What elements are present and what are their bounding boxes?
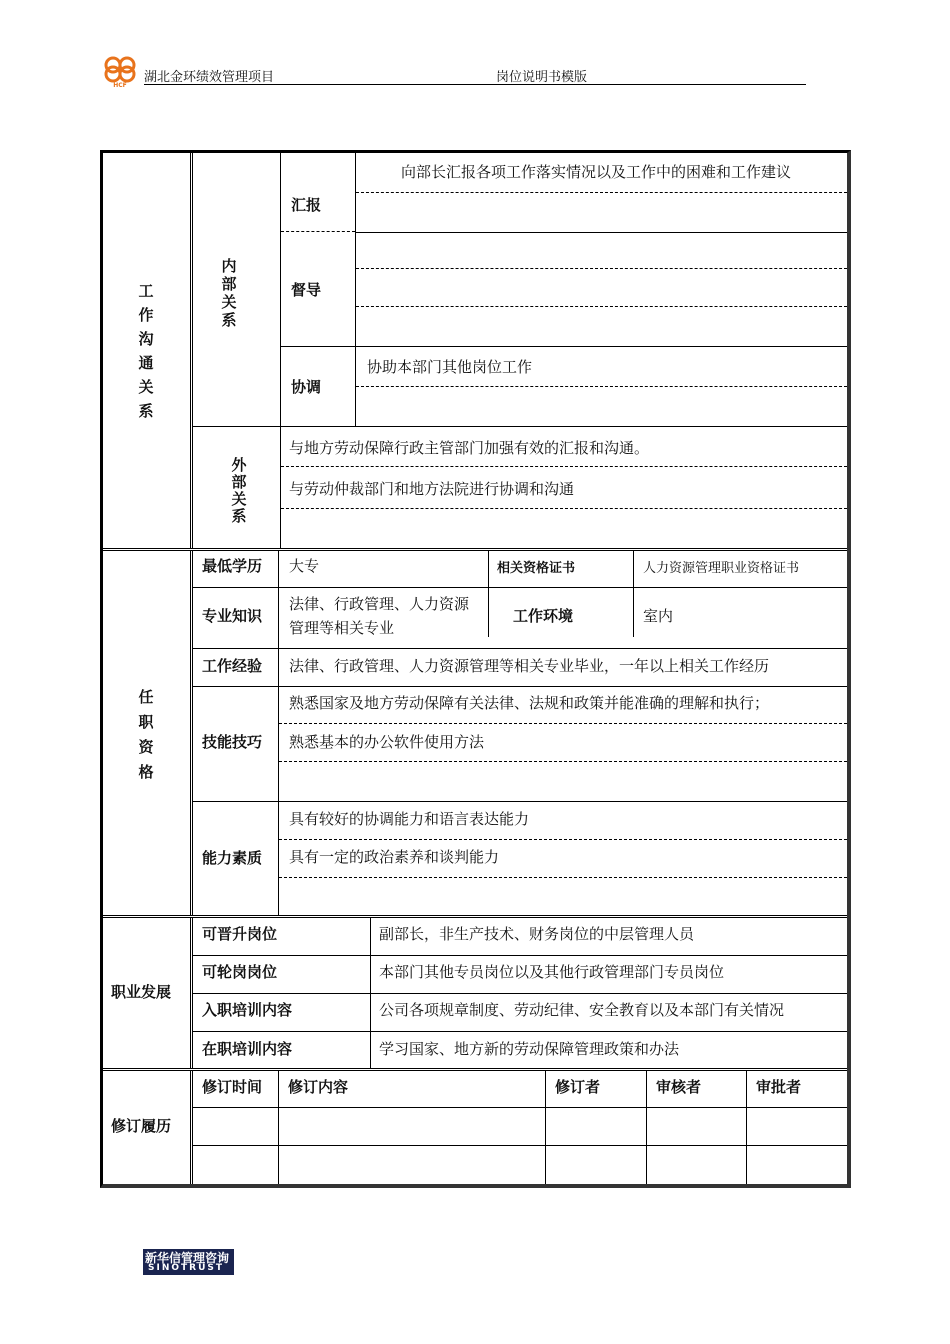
dash-line [281,466,847,467]
knowledge-label: 专业知识 [202,607,263,625]
coordinate-label: 协调 [291,378,322,396]
divider [280,153,281,426]
dash-line [279,761,847,762]
section-divider [103,548,847,551]
divider [192,551,193,916]
row-divider [193,686,847,687]
divider [746,1071,747,1184]
section-communication-label: 工 作 沟 通 关 系 [138,282,154,420]
rotation-value: 本部门其他专员岗位以及其他行政管理部门专员岗位 [379,963,725,981]
dash-line [356,386,847,387]
external-line-1: 与地方劳动保障行政主管部门加强有效的汇报和沟通。 [289,439,650,457]
divider [278,551,279,916]
divider [280,426,281,549]
section-career-label: 职业发展 [111,983,172,1001]
dash-line [281,508,847,509]
environment-value: 室内 [643,607,674,625]
row-divider [193,426,847,427]
onboarding-label: 入职培训内容 [202,1001,293,1019]
footer-brand-cn: 新华信管理咨询 [145,1251,230,1265]
footer-brand-en: SINOTRUST [148,1263,225,1273]
section-divider [103,1068,847,1071]
divider [190,153,191,549]
experience-value: 法律、行政管理、人力资源管理等相关专业毕业，一年以上相关工作经历 [289,657,770,675]
revision-col-approver: 审批者 [756,1078,802,1096]
logo-text: HCF [113,82,127,88]
external-line-2: 与劳动仲裁部门和地方法院进行协调和沟通 [289,480,575,498]
coordinate-text: 协助本部门其他岗位工作 [367,358,533,376]
internal-relations-label: 内 部 关 系 [221,257,237,329]
experience-label: 工作经验 [202,657,263,675]
dash-line [279,723,847,724]
divider [190,1071,191,1184]
hcf-logo-icon [100,54,140,88]
certificate-value: 人力资源管理职业资格证书 [643,561,800,576]
skills-label: 技能技巧 [202,733,263,751]
dash-line [281,231,355,232]
divider [488,551,489,637]
certificate-label: 相关资格证书 [497,561,576,576]
divider [545,1071,546,1184]
education-label: 最低学历 [202,557,263,575]
divider [646,1071,647,1184]
divider [192,153,193,549]
revision-col-reviser: 修订者 [555,1078,601,1096]
doc-title: 岗位说明书模版 [496,70,588,85]
environment-label: 工作环境 [513,607,574,625]
section-divider [103,915,847,918]
header-rule [144,84,806,85]
ability-line-2: 具有一定的政治素养和谈判能力 [289,848,500,866]
divider [190,918,191,1069]
divider [633,551,634,637]
divider [190,551,191,916]
divider [278,1071,279,1184]
dash-line [279,839,847,840]
row-divider [281,346,847,347]
education-value: 大专 [289,557,320,575]
dash-line [279,877,847,878]
report-label: 汇报 [291,196,322,214]
revision-col-reviewer: 审核者 [656,1078,702,1096]
row-divider [193,801,847,802]
row-divider [356,232,847,233]
inservice-value: 学习国家、地方新的劳动保障管理政策和办法 [379,1040,680,1058]
dash-line [356,306,847,307]
knowledge-line-1: 法律、行政管理、人力资源 [289,595,470,613]
page-header [100,54,806,88]
divider [192,1071,193,1184]
dash-line [356,192,847,193]
ability-line-1: 具有较好的协调能力和语言表达能力 [289,810,530,828]
row-divider [193,993,847,994]
row-divider [193,1107,847,1108]
external-relations-label: 外 部 关 系 [231,456,247,525]
skills-line-2: 熟悉基本的办公软件使用方法 [289,733,485,751]
promotion-value: 副部长，非生产技术、财务岗位的中层管理人员 [379,925,695,943]
promotion-label: 可晋升岗位 [202,925,278,943]
section-revision-label: 修订履历 [111,1117,172,1135]
rotation-label: 可轮岗岗位 [202,963,278,981]
inservice-label: 在职培训内容 [202,1040,293,1058]
knowledge-line-2: 管理等相关专业 [289,619,395,637]
revision-col-content: 修订内容 [288,1078,349,1096]
onboarding-value: 公司各项规章制度、劳动纪律、安全教育以及本部门有关情况 [379,1001,785,1019]
report-text: 向部长汇报各项工作落实情况以及工作中的困难和工作建议 [401,163,792,181]
row-divider [193,1145,847,1146]
footer-brand-logo [143,1249,234,1275]
dash-line [356,268,847,269]
revision-col-date: 修订时间 [202,1078,263,1096]
project-title: 湖北金环绩效管理项目 [144,70,275,85]
row-divider [193,1031,847,1032]
skills-line-1: 熟悉国家及地方劳动保障有关法律、法规和政策并能准确的理解和执行； [289,694,770,712]
ability-label: 能力素质 [202,849,263,867]
supervise-label: 督导 [291,281,322,299]
section-qualification-label: 任 职 资 格 [138,688,154,781]
row-divider [193,587,847,588]
job-description-form [100,150,851,1188]
row-divider [193,648,847,649]
row-divider [193,955,847,956]
